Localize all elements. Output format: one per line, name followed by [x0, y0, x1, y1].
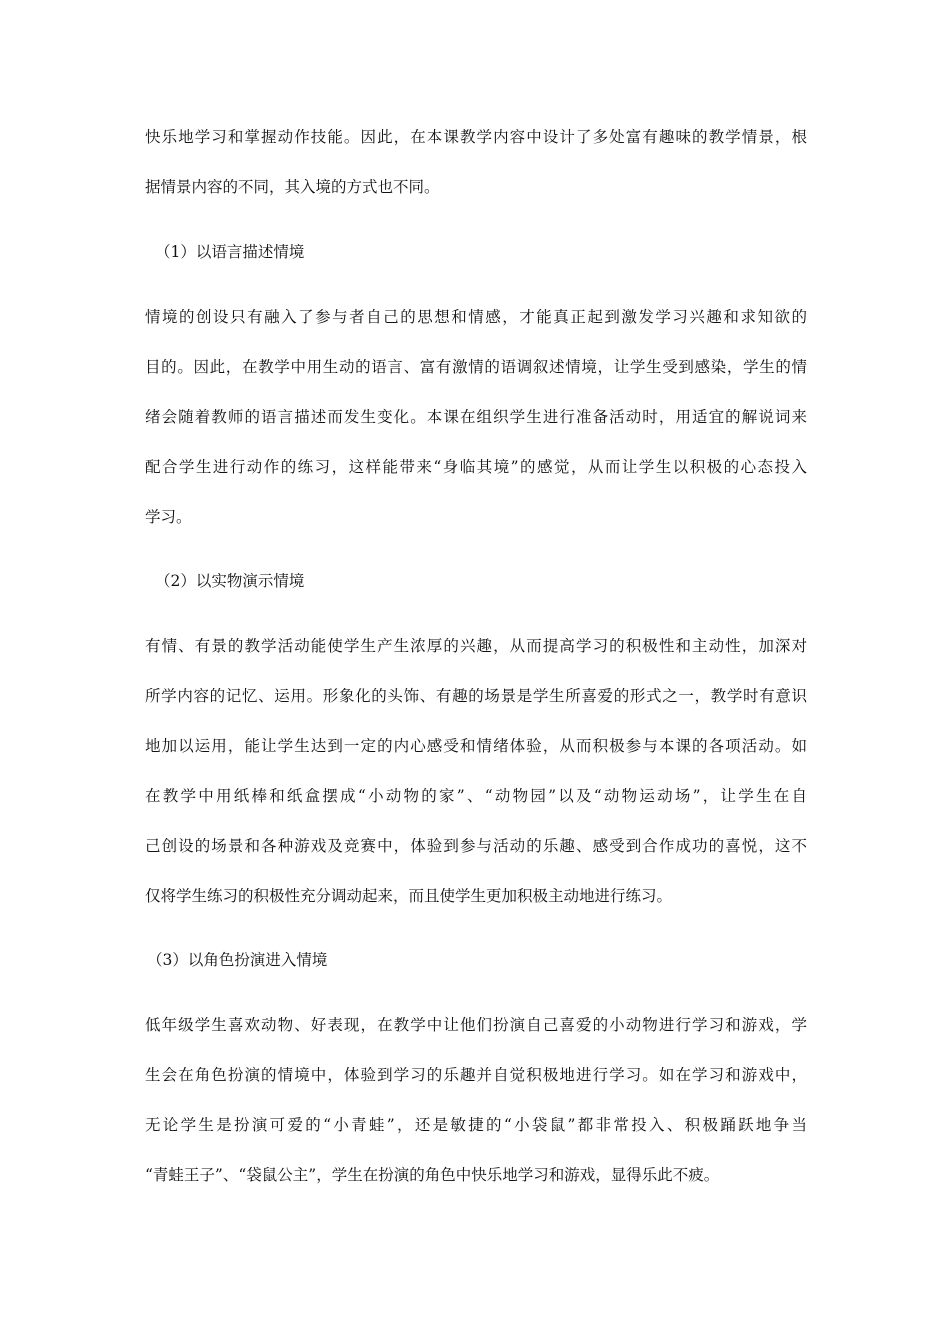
- paragraph-1-line-1: 快乐地学习和掌握动作技能。因此，在本课教学内容中设计了多处富有趣味的教学情景，根: [145, 128, 807, 146]
- paragraph-2-line-5: 学习。: [145, 508, 192, 526]
- paragraph-1-line-2: 据情景内容的不同，其入境的方式也不同。: [145, 178, 440, 196]
- paragraph-2-line-3: 绪会随着教师的语言描述而发生变化。本课在组织学生进行准备活动时，用适宜的解说词来: [145, 408, 807, 426]
- section-heading-3: （3）以角色扮演进入情境: [147, 951, 328, 969]
- paragraph-3-line-2: 所学内容的记忆、运用。形象化的头饰、有趣的场景是学生所喜爱的形式之一，教学时有意识: [145, 687, 807, 705]
- section-heading-1: （1）以语言描述情境: [155, 243, 305, 261]
- section-heading-2: （2）以实物演示情境: [155, 572, 305, 590]
- paragraph-4-line-2: 生会在角色扮演的情境中，体验到学习的乐趣并自觉积极地进行学习。如在学习和游戏中，: [145, 1066, 807, 1084]
- paragraph-3-line-1: 有情、有景的教学活动能使学生产生浓厚的兴趣，从而提高学习的积极性和主动性，加深对: [145, 637, 807, 655]
- paragraph-4-line-3: 无论学生是扮演可爱的“小青蛙”，还是敏捷的“小袋鼠”都非常投入、积极踊跃地争当: [145, 1116, 807, 1134]
- paragraph-3-line-6: 仅将学生练习的积极性充分调动起来，而且使学生更加积极主动地进行练习。: [145, 887, 673, 905]
- paragraph-2-line-4: 配合学生进行动作的练习，这样能带来“身临其境”的感觉，从而让学生以积极的心态投入: [145, 458, 807, 476]
- paragraph-2-line-1: 情境的创设只有融入了参与者自己的思想和情感，才能真正起到激发学习兴趣和求知欲的: [145, 308, 807, 326]
- paragraph-4-line-4: “青蛙王子”、“袋鼠公主”，学生在扮演的角色中快乐地学习和游戏，显得乐此不疲。: [145, 1166, 720, 1184]
- paragraph-3-line-3: 地加以运用，能让学生达到一定的内心感受和情绪体验，从而积极参与本课的各项活动。如: [145, 737, 807, 755]
- paragraph-2-line-2: 目的。因此，在教学中用生动的语言、富有激情的语调叙述情境，让学生受到感染，学生的情: [145, 358, 807, 376]
- paragraph-4-line-1: 低年级学生喜欢动物、好表现，在教学中让他们扮演自己喜爱的小动物进行学习和游戏，学: [145, 1016, 807, 1034]
- paragraph-3-line-5: 己创设的场景和各种游戏及竞赛中，体验到参与活动的乐趣、感受到合作成功的喜悦，这不: [145, 837, 807, 855]
- paragraph-3-line-4: 在教学中用纸棒和纸盒摆成“小动物的家”、“动物园”以及“动物运动场”，让学生在自: [145, 787, 807, 805]
